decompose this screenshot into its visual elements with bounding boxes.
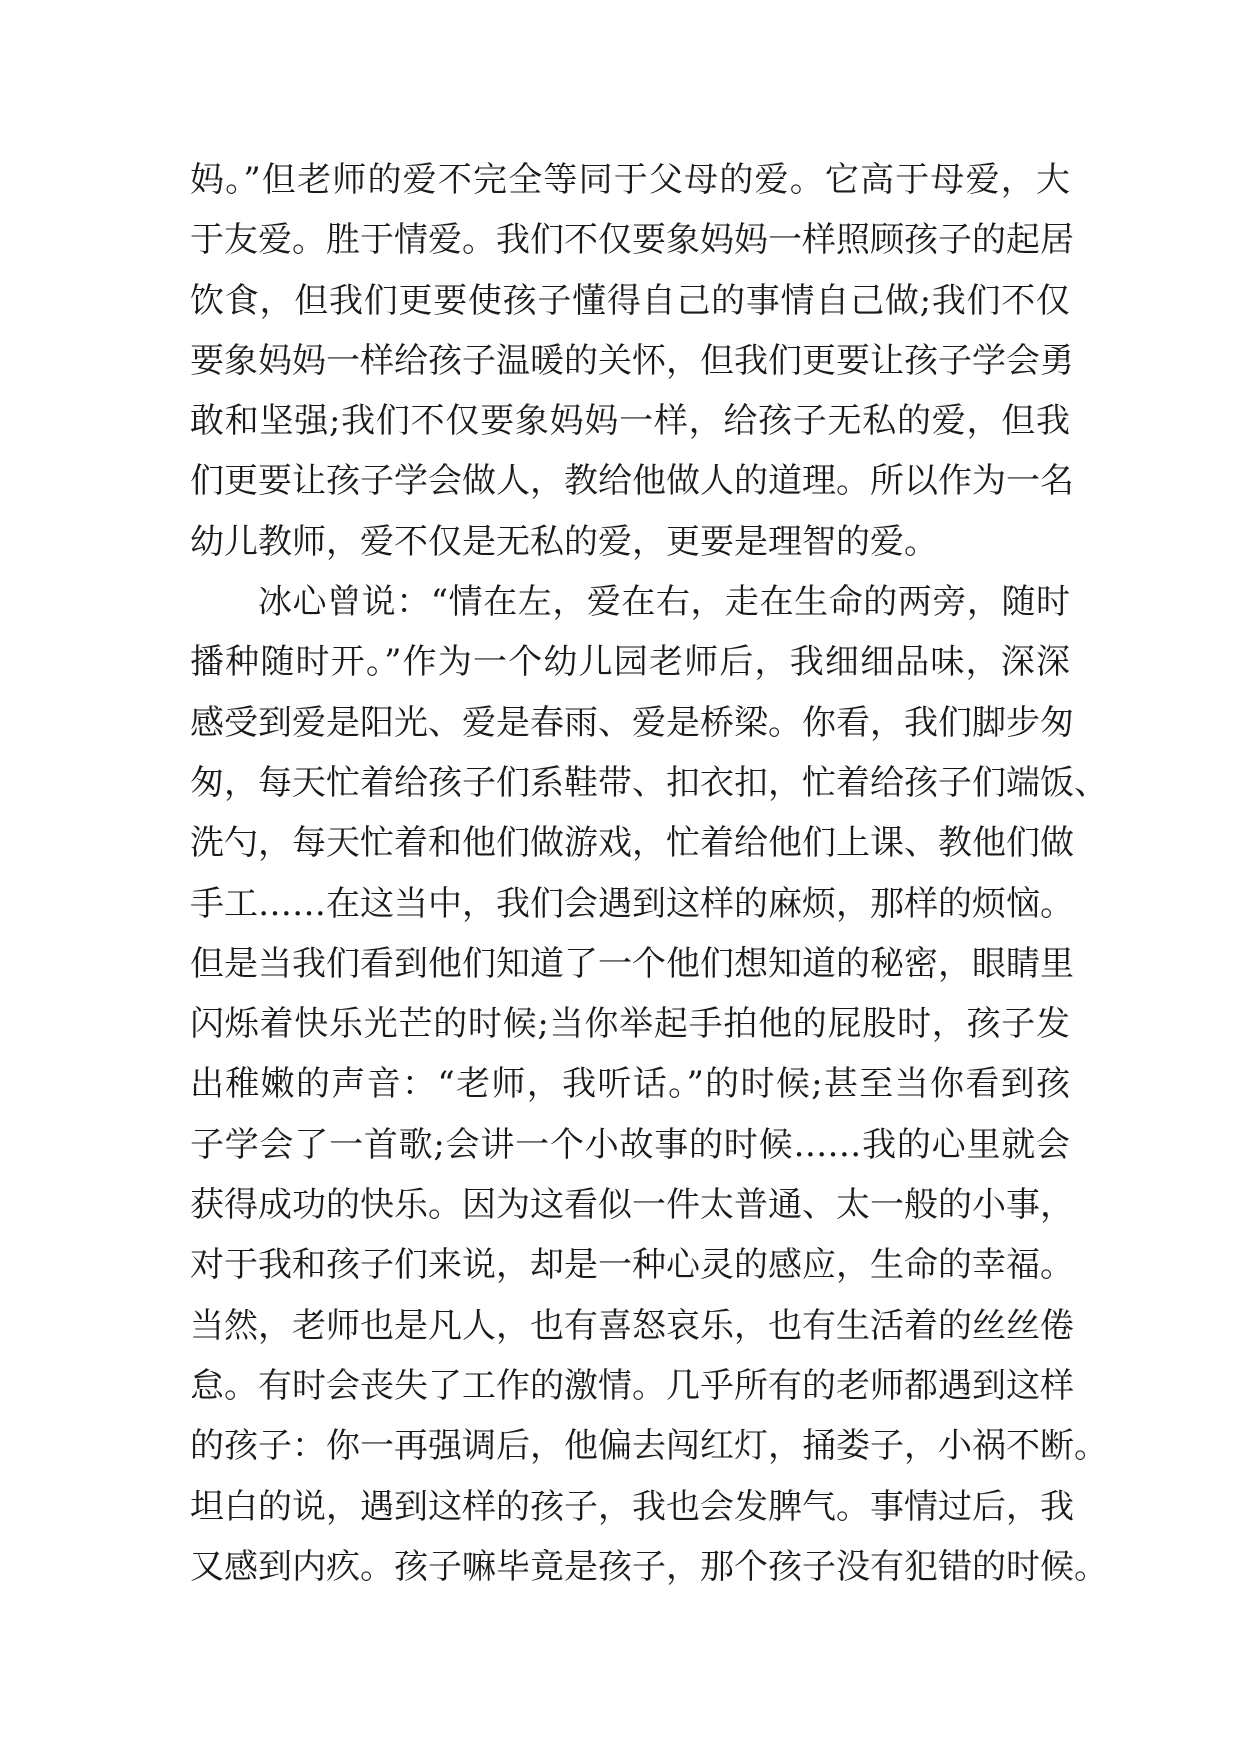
text-line: 妈。”但老师的爱不完全等同于父母的爱。它高于母爱，大 (190, 160, 1070, 200)
text-line: 坦白的说，遇到这样的孩子，我也会发脾气。事情过后，我 (190, 1486, 1074, 1527)
text-line: 要象妈妈一样给孩子温暖的关怀，但我们更要让孩子学会勇 (190, 340, 1074, 381)
text-line: 子学会了一首歌;会讲一个小故事的时候……我的心里就会 (190, 1124, 1070, 1165)
text-line: 获得成功的快乐。因为这看似一件太普通、太一般的小事， (190, 1185, 1074, 1226)
text-line: 敢和坚强;我们不仅要象妈妈一样，给孩子无私的爱，但我 (190, 401, 1070, 442)
text-line: 又感到内疚。孩子嘛毕竟是孩子，那个孩子没有犯错的时候。 (190, 1546, 1108, 1587)
text-line: 但是当我们看到他们知道了一个他们想知道的秘密，眼睛里 (190, 943, 1074, 984)
paragraph-first-line: 冰心曾说：“情在左，爱在右，走在生命的两旁，随时 (258, 582, 1070, 623)
text-line: 手工……在这当中，我们会遇到这样的麻烦，那样的烦恼。 (190, 883, 1074, 924)
text-line: 对于我和孩子们来说，却是一种心灵的感应，生命的幸福。 (190, 1245, 1074, 1286)
text-line: 们更要让孩子学会做人，教给他做人的道理。所以作为一名 (190, 461, 1074, 502)
text-line: 当然，老师也是凡人，也有喜怒哀乐，也有生活着的丝丝倦 (190, 1305, 1074, 1346)
text-line: 饮食，但我们更要使孩子懂得自己的事情自己做;我们不仅 (190, 280, 1070, 321)
text-line: 出稚嫩的声音：“老师，我听话。”的时候;甚至当你看到孩 (190, 1064, 1070, 1105)
text-line: 播种随时开。”作为一个幼儿园老师后，我细细品味，深深 (190, 642, 1070, 683)
text-line: 闪烁着快乐光芒的时候;当你举起手拍他的屁股时，孩子发 (190, 1004, 1071, 1045)
text-line: 感受到爱是阳光、爱是春雨、爱是桥梁。你看，我们脚步匆 (190, 702, 1074, 743)
text-line: 幼儿教师，爱不仅是无私的爱，更要是理智的爱。 (190, 521, 938, 562)
text-line: 怠。有时会丧失了工作的激情。几乎所有的老师都遇到这样 (190, 1365, 1074, 1406)
text-line: 于友爱。胜于情爱。我们不仅要象妈妈一样照顾孩子的起居 (190, 220, 1074, 261)
text-line: 的孩子：你一再强调后，他偏去闯红灯，捅娄子，小祸不断。 (190, 1426, 1108, 1467)
body-text (190, 150, 1108, 1597)
text-line: 匆，每天忙着给孩子们系鞋带、扣衣扣，忙着给孩子们端饭、 (190, 762, 1108, 803)
text-line: 洗勺，每天忙着和他们做游戏，忙着给他们上课、教他们做 (190, 823, 1074, 864)
